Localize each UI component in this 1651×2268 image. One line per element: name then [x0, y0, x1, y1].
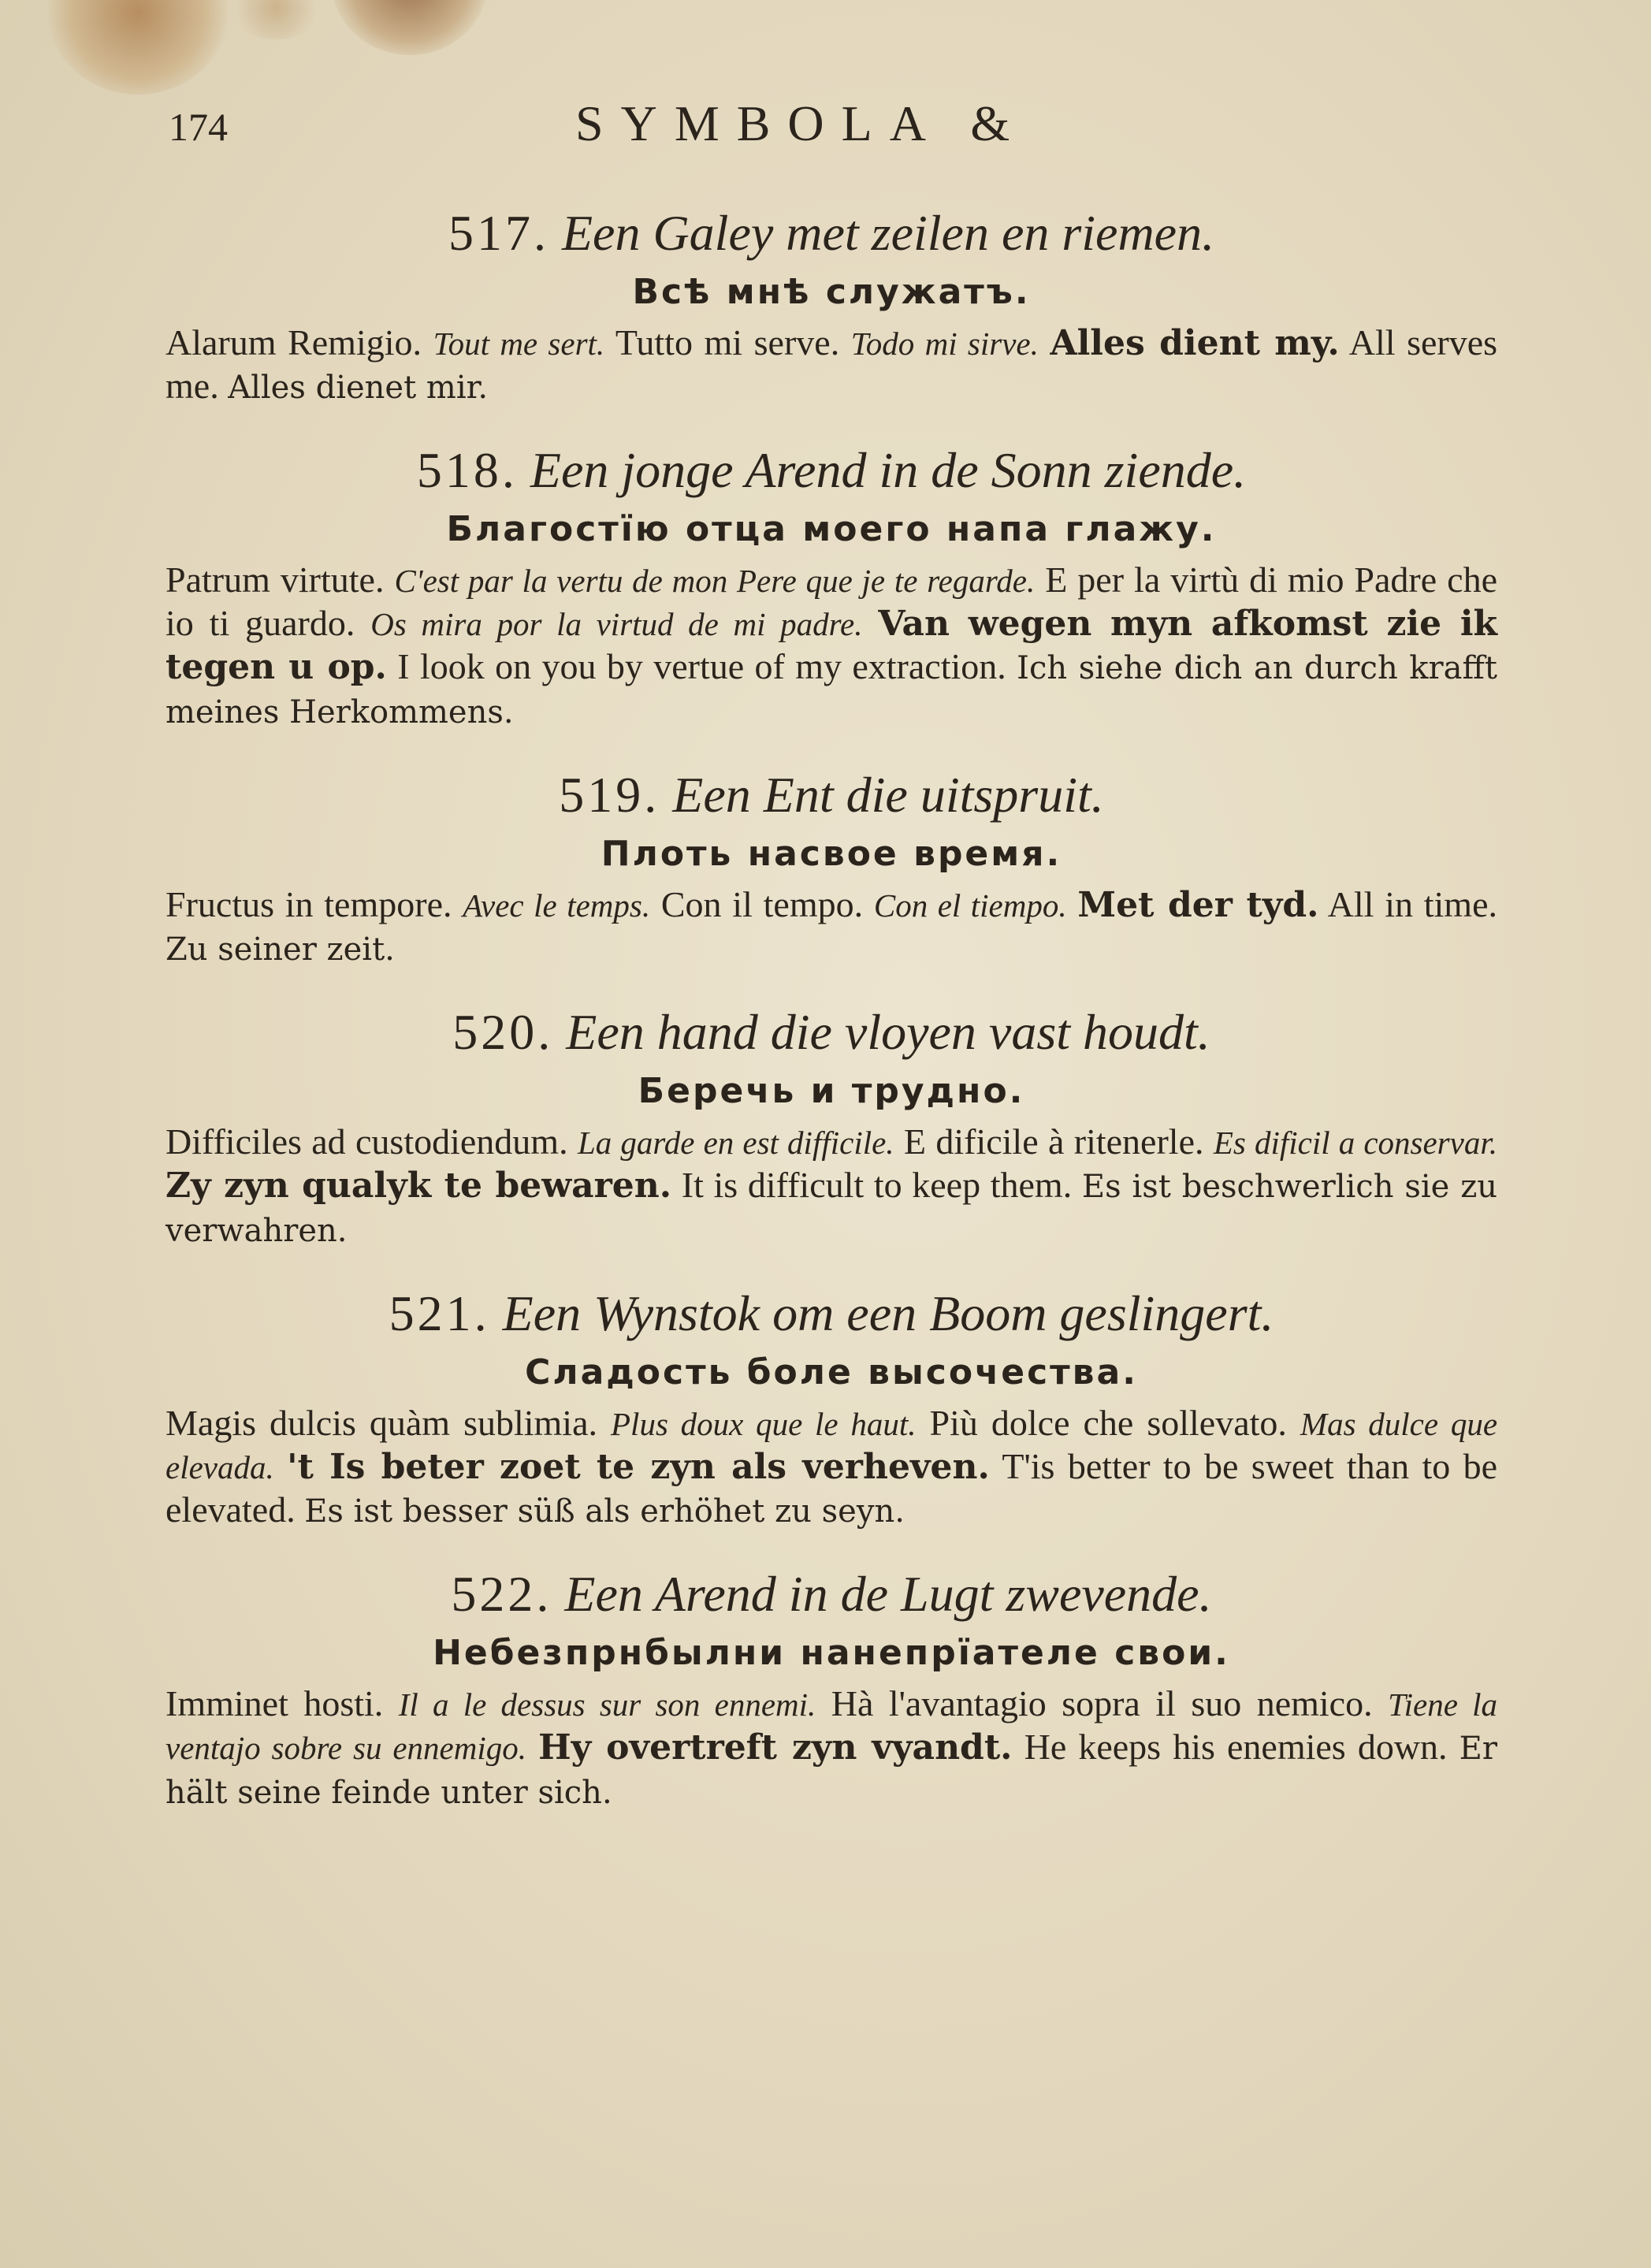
- emblem-entry: [165, 1284, 1497, 1533]
- dutch-motto: 't Is beter zoet te zyn als verheven.: [287, 1447, 990, 1487]
- slavonic-motto: Плоть насвое время.: [601, 834, 1062, 874]
- slavonic-motto: Сладость боле высочества.: [525, 1352, 1138, 1392]
- spanish-motto: Es dificil a conservar.: [1213, 1125, 1497, 1161]
- page-number: 174: [169, 105, 228, 149]
- translations: [165, 883, 1497, 971]
- english-motto: It is difficult to keep them.: [681, 1165, 1073, 1205]
- spanish-motto: Con el tiempo.: [873, 887, 1067, 924]
- latin-motto: Imminet hosti.: [165, 1683, 384, 1723]
- french-motto: La garde en est difficile.: [577, 1125, 894, 1161]
- english-motto: He keeps his enemies down.: [1024, 1727, 1448, 1767]
- spanish-motto: Tiene la ventajo sobre su ennemigo.: [165, 1686, 1497, 1766]
- german-motto: Er hält seine feinde unter sich.: [165, 1731, 1497, 1811]
- french-motto: Il a le dessus sur son ennemi.: [398, 1686, 816, 1723]
- emblem-entry: [165, 1564, 1497, 1814]
- entry-heading: [165, 765, 1497, 825]
- entry-number: 517.: [448, 205, 549, 261]
- italian-motto: Tutto mi serve.: [615, 322, 840, 363]
- emblem-entry: [165, 203, 1497, 409]
- entry-title: Een Arend in de Lugt zwevende.: [564, 1566, 1212, 1622]
- french-motto: C'est par la vertu de mon Pere que je te regarde.: [394, 563, 1036, 599]
- entry-heading: [165, 441, 1497, 500]
- entry-heading: [165, 203, 1497, 263]
- german-motto: Es ist beschwerlich sie zu verwahren.: [165, 1169, 1498, 1249]
- latin-motto: Fructus in tempore.: [165, 884, 452, 924]
- slavonic-motto: Беречь и трудно.: [638, 1071, 1025, 1111]
- entry-number: 522.: [451, 1566, 552, 1622]
- italian-motto: E dificile à ritenerle.: [903, 1121, 1204, 1162]
- entry-heading: [165, 1002, 1497, 1062]
- entry-number: 518.: [416, 442, 518, 498]
- entry-heading: [165, 1564, 1497, 1624]
- italian-motto: Più dolce che sollevato.: [929, 1403, 1287, 1443]
- translations: [165, 1682, 1497, 1814]
- entry-title: Een Galey met zeilen en riemen.: [561, 205, 1215, 261]
- ink-stain: [229, 0, 323, 39]
- spanish-motto: Todo mi sirve.: [850, 325, 1039, 362]
- dutch-motto: Met der tyd.: [1077, 885, 1319, 925]
- dutch-motto: Hy overtreft zyn vyandt.: [538, 1727, 1013, 1768]
- english-motto: I look on you by vertue of my extraction.: [397, 646, 1006, 686]
- entry-number: 520.: [452, 1004, 554, 1060]
- emblem-entry: [165, 1002, 1497, 1252]
- entry-number: 521.: [389, 1285, 490, 1341]
- slavonic-motto: Благостїю отца моего напа глажу.: [446, 509, 1217, 549]
- english-motto: All in time.: [1327, 884, 1497, 924]
- spanish-motto: Mas dulce que elevada.: [165, 1406, 1498, 1485]
- translations: [165, 322, 1497, 409]
- italian-motto: Con il tempo.: [660, 884, 864, 924]
- latin-motto: Alarum Remigio.: [165, 322, 422, 363]
- emblem-entry: [165, 765, 1497, 971]
- italian-motto: Hà l'avantagio sopra il suo nemico.: [831, 1683, 1373, 1723]
- italian-motto: E per la virtù di mio Padre che io ti guardo.: [165, 560, 1497, 643]
- latin-motto: Patrum virtute.: [165, 560, 385, 600]
- spanish-motto: Os mira por la virtud de mi padre.: [370, 606, 863, 642]
- translations: [165, 1121, 1497, 1252]
- german-motto: Ich siehe dich an durch krafft meines Herkommens.: [165, 650, 1497, 731]
- running-title: SYMBOLA &: [575, 95, 1028, 151]
- german-motto: Es ist besser süß als erhöhet zu seyn.: [304, 1493, 905, 1530]
- french-motto: Tout me sert.: [433, 325, 605, 362]
- latin-motto: Magis dulcis quàm sublimia.: [165, 1403, 598, 1443]
- dutch-motto: Alles dient my.: [1050, 323, 1340, 363]
- dutch-motto: Zy zyn qualyk te bewaren.: [165, 1166, 672, 1206]
- entry-title: Een Wynstok om een Boom geslingert.: [502, 1285, 1274, 1341]
- slavonic-motto: Небезпрнбылни нанепрїателе свои.: [433, 1633, 1230, 1673]
- french-motto: Plus doux que le haut.: [611, 1406, 917, 1442]
- ink-stain: [331, 0, 489, 55]
- ink-stain: [47, 0, 229, 95]
- entry-title: Een Ent die uitspruit.: [672, 767, 1104, 823]
- slavonic-motto: Всѣ мнѣ служатъ.: [632, 272, 1031, 312]
- english-motto: T'is better to be sweet than to be elevated.: [165, 1446, 1498, 1530]
- entry-title: Een jonge Arend in de Sonn ziende.: [530, 442, 1247, 498]
- entry-title: Een hand die vloyen vast houdt.: [566, 1004, 1210, 1060]
- page-header: [165, 95, 1497, 158]
- translations: [165, 1402, 1497, 1533]
- dutch-motto: Van wegen myn afkomst zie ik tegen u op.: [165, 604, 1498, 687]
- german-motto: Alles dienet mir.: [228, 370, 489, 406]
- latin-motto: Difficiles ad custodiendum.: [165, 1121, 568, 1162]
- french-motto: Avec le temps.: [463, 887, 651, 924]
- english-motto: All serves me.: [165, 322, 1498, 406]
- entry-heading: [165, 1284, 1497, 1344]
- german-motto: Zu seiner zeit.: [165, 931, 395, 968]
- page-body: [165, 203, 1497, 1846]
- translations: [165, 559, 1497, 734]
- emblem-entry: [165, 441, 1497, 734]
- entry-number: 519.: [559, 767, 660, 823]
